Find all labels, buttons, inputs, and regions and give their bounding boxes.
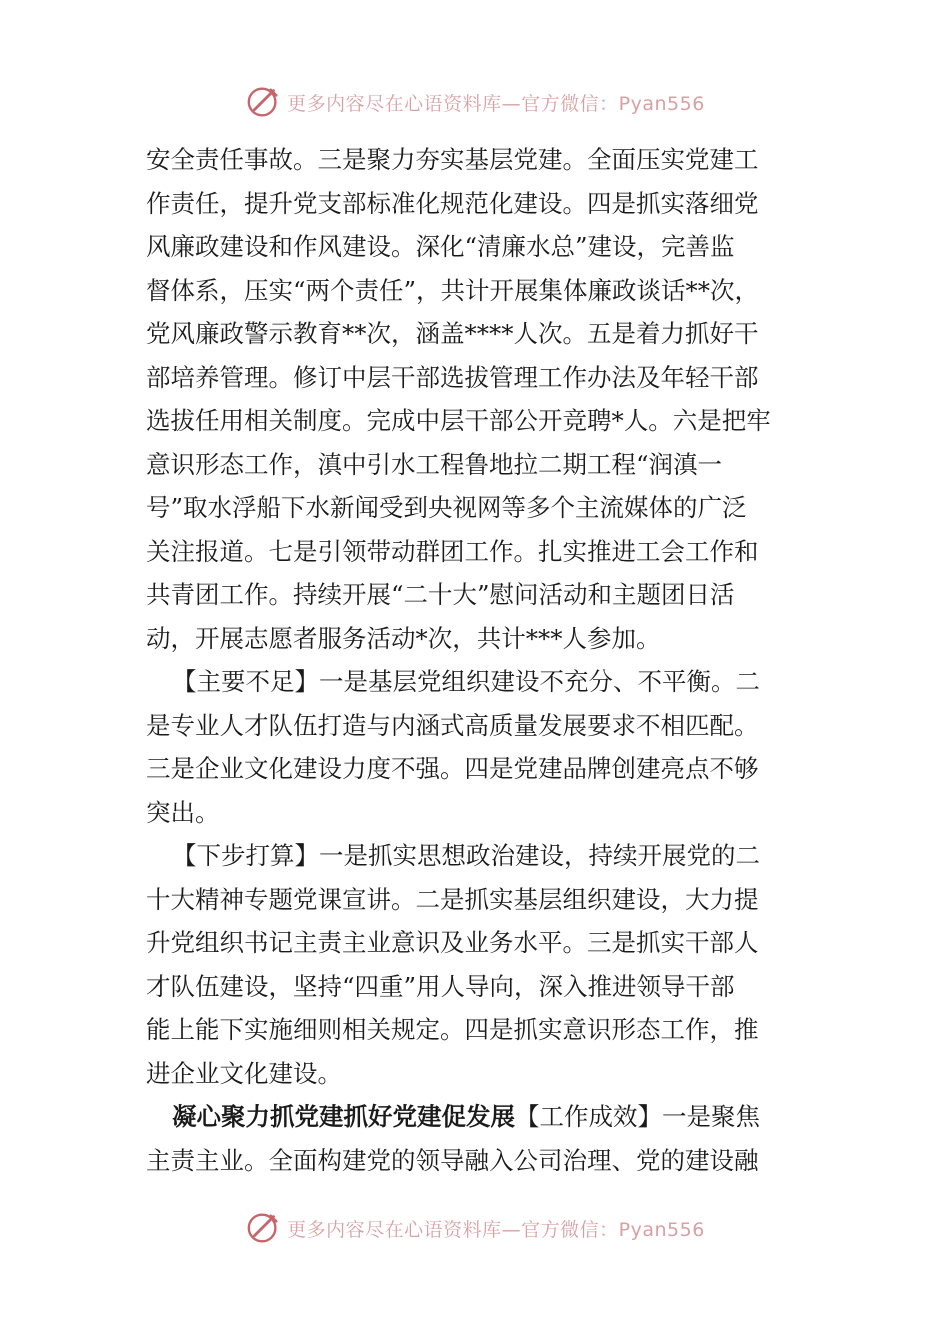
- watermark-text: 更多内容尽在心语资料库—官方微信：Pyan556: [287, 92, 705, 115]
- text-line: 【下步打算】一是抓实思想政治建设，持续开展党的二: [172, 841, 760, 870]
- text-line: 风廉政建设和作风建设。深化“清廉水总”建设，完善监: [146, 232, 735, 261]
- pen-logo-icon: [245, 1209, 283, 1247]
- text-line: 共青团工作。持续开展“二十大”慰问活动和主题团日活: [146, 580, 735, 609]
- text-line: 才队伍建设，坚持“四重”用人导向，深入推进领导干部: [146, 971, 735, 1001]
- text-line: 选拔任用相关制度。完成中层干部公开竞聘*人。六是把牢: [146, 406, 771, 435]
- text-line: 部培养管理。修订中层干部选拔管理工作办法及年轻干部: [146, 362, 759, 392]
- text-line: 三是企业文化建设力度不强。四是党建品牌创建亮点不够: [146, 754, 759, 783]
- text-line: 能上能下实施细则相关规定。四是抓实意识形态工作，推: [146, 1015, 759, 1044]
- text-line: 突出。: [146, 797, 220, 827]
- watermark-text: 更多内容尽在心语资料库—官方微信：Pyan556: [287, 1218, 705, 1241]
- text-line: 意识形态工作，滇中引水工程鲁地拉二期工程“润滇一: [146, 449, 723, 479]
- header-watermark-banner: [0, 82, 950, 122]
- text-line: 十大精神专题党课宣讲。二是抓实基层组织建设，大力提: [146, 884, 759, 914]
- text-line: 关注报道。七是引领带动群团工作。扎实推进工会工作和: [146, 536, 759, 566]
- text-line: 号”取水浮船下水新闻受到央视网等多个主流媒体的广泛: [146, 493, 747, 522]
- section-heading-line: [146, 1095, 796, 1139]
- text-line: 督体系，压实“两个责任”，共计开展集体廉政谈话**次，: [146, 275, 760, 305]
- text-line: 主责主业。全面构建党的领导融入公司治理、党的建设融: [146, 1145, 759, 1175]
- pen-logo-icon: [245, 83, 283, 121]
- text-line: 【主要不足】一是基层党组织建设不充分、不平衡。二: [172, 667, 760, 696]
- section-heading-rest: 【工作成效】一是聚焦: [515, 1102, 760, 1131]
- text-line: 进企业文化建设。: [146, 1058, 342, 1088]
- footer-watermark-banner: [0, 1208, 950, 1248]
- text-line: 党风廉政警示教育**次，涵盖****人次。五是着力抓好干: [146, 319, 759, 348]
- document-body: [146, 138, 796, 1182]
- text-line: 升党组织书记主责主业意识及业务水平。三是抓实干部人: [146, 928, 759, 957]
- text-line: 作责任，提升党支部标准化规范化建设。四是抓实落细党: [146, 188, 759, 218]
- section-heading-title: 凝心聚力抓党建抓好党建促发展: [172, 1102, 515, 1131]
- text-line: 安全责任事故。三是聚力夯实基层党建。全面压实党建工: [146, 145, 759, 174]
- text-line: 是专业人才队伍打造与内涵式高质量发展要求不相匹配。: [146, 710, 759, 740]
- text-line: 动，开展志愿者服务活动*次，共计***人参加。: [146, 623, 661, 653]
